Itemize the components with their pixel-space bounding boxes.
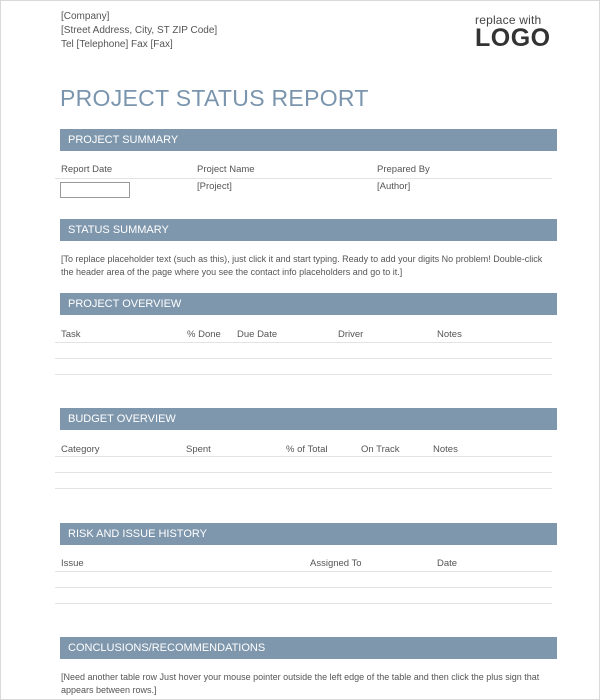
col-on-track: On Track — [361, 444, 400, 455]
report-date-label: Report Date — [61, 164, 113, 175]
col-driver: Driver — [338, 329, 364, 340]
col-date: Date — [437, 558, 458, 569]
prepared-by-label: Prepared By — [377, 164, 430, 175]
project-summary-header: PROJECT SUMMARY — [60, 129, 557, 151]
project-overview-header: PROJECT OVERVIEW — [60, 293, 557, 315]
summary-divider — [55, 178, 552, 179]
logo-caption: replace with — [475, 13, 542, 27]
col-notes: Notes — [433, 444, 458, 455]
col-spent: Spent — [186, 444, 211, 455]
company-address[interactable]: [Street Address, City, ST ZIP Code] — [61, 25, 218, 36]
table-row[interactable] — [55, 374, 552, 375]
conclusions-text[interactable]: [Need another table row Just hover your mouse pointer outside the left edge of the table and then click the plus sign that appears between rows.] — [61, 672, 540, 695]
company-name[interactable]: [Company] — [61, 11, 110, 22]
col-percent-of-total: % of Total — [286, 444, 328, 455]
col-assigned-to: Assigned To — [310, 558, 362, 569]
col-notes: Notes — [437, 329, 462, 340]
prepared-by-value[interactable]: [Author] — [377, 181, 411, 192]
table-row[interactable] — [55, 472, 552, 473]
col-due-date: Due Date — [237, 329, 278, 340]
logo-placeholder[interactable] — [475, 13, 551, 52]
table-divider — [55, 456, 552, 457]
page-title[interactable]: PROJECT STATUS REPORT — [60, 85, 369, 111]
logo-text: LOGO — [475, 24, 551, 52]
col-percent-done: % Done — [187, 329, 221, 340]
conclusions-header: CONCLUSIONS/RECOMMENDATIONS — [60, 637, 557, 659]
table-row[interactable] — [55, 587, 552, 588]
table-divider — [55, 571, 552, 572]
budget-overview-header: BUDGET OVERVIEW — [60, 408, 557, 430]
company-contact[interactable]: Tel [Telephone] Fax [Fax] — [61, 39, 173, 50]
col-category: Category — [61, 444, 100, 455]
table-row[interactable] — [55, 488, 552, 489]
col-issue: Issue — [61, 558, 84, 569]
project-name-label: Project Name — [197, 164, 255, 175]
table-row[interactable] — [55, 603, 552, 604]
project-name-value[interactable]: [Project] — [197, 181, 232, 192]
status-summary-text[interactable]: [To replace placeholder text (such as this), just click it and start typing. Ready to add your digits No problem! Double-click the header area of the page where you see the contact info placeholders and go to it.] — [61, 254, 543, 277]
col-task: Task — [61, 329, 81, 340]
status-summary-header: STATUS SUMMARY — [60, 219, 557, 241]
risk-history-header: RISK AND ISSUE HISTORY — [60, 523, 557, 545]
report-date-field[interactable] — [60, 182, 130, 198]
table-divider — [55, 342, 552, 343]
company-info — [61, 10, 217, 52]
table-row[interactable] — [55, 358, 552, 359]
